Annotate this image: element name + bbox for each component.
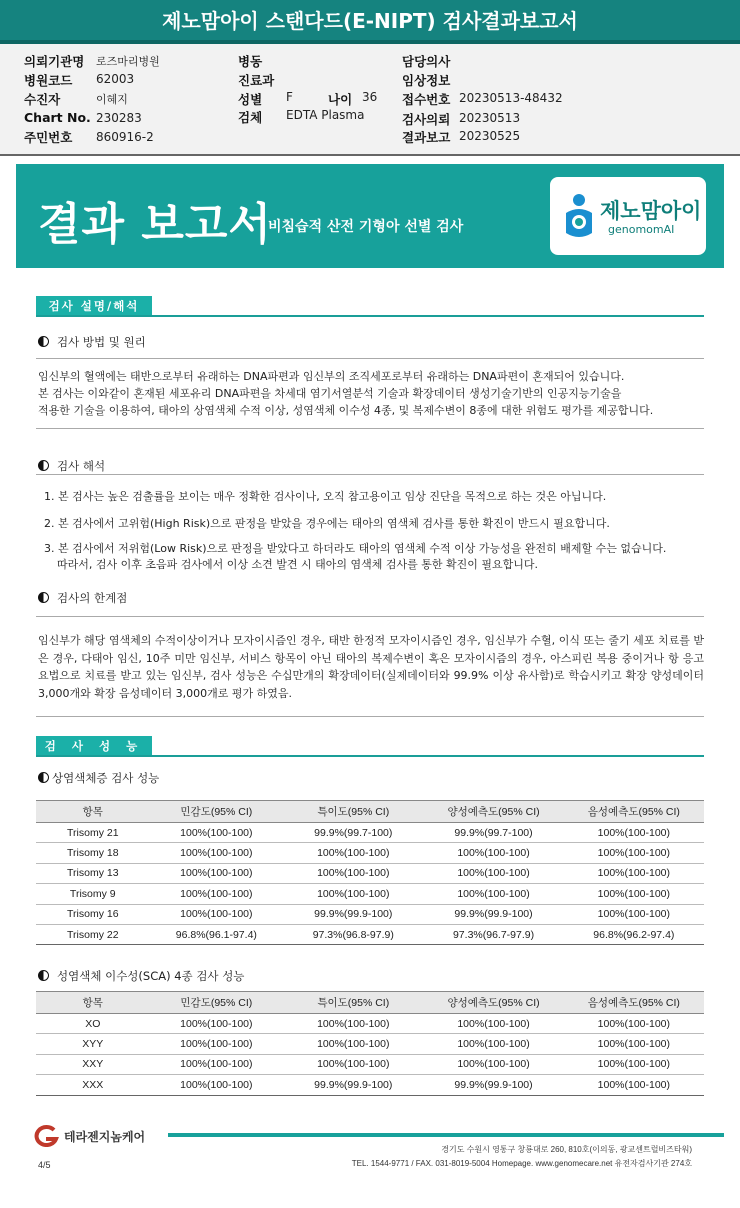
table-cell: Trisomy 16 [36,904,150,924]
report-title: 제노맘아이 스탠다드(E-NIPT) 검사결과보고서 [0,0,740,44]
column-header: 항목 [36,992,150,1014]
interp-heading [38,458,105,474]
table-cell: 100%(100-100) [423,1014,563,1034]
table-cell: 100%(100-100) [564,863,704,883]
table-cell: 99.9%(99.7-100) [423,823,563,843]
table-cell: 100%(100-100) [423,884,563,904]
table-row [36,823,704,843]
table-cell: 100%(100-100) [150,904,284,924]
table-row [36,904,704,924]
table-cell: 96.8%(96.1-97.4) [150,924,284,944]
table-cell: 99.9%(99.9-100) [283,904,423,924]
table-cell: 100%(100-100) [564,1034,704,1054]
table-cell: 99.9%(99.9-100) [283,1075,423,1095]
table-cell: 100%(100-100) [150,1034,284,1054]
half-circle-icon [38,970,49,981]
table-row [36,1014,704,1034]
sca-heading [38,968,244,984]
patient-info-box [0,44,740,156]
table-cell: 100%(100-100) [564,823,704,843]
method-line: 적용한 기술을 이용하여, 태아의 상염색체 수적 이상, 성염색체 이수성 4종, 및 복제수변이 8종에 대한 위험도 평가를 제공합니다. [38,404,654,417]
genomomai-logo [550,177,706,255]
footer-contact: TEL. 1544-9771 / FAX. 031-8019-5004 Homepage. www.genomecare.net 유전자검사기관 274호 [351,1159,692,1168]
table-cell: 100%(100-100) [150,884,284,904]
terragen-g-icon [32,1125,60,1147]
footer-address: 경기도 수원시 영통구 창룡대로 260, 810호(이의동, 광교센트럴비즈타워) [441,1145,692,1154]
table-header-row [36,992,704,1014]
table-cell: 99.9%(99.9-100) [423,1075,563,1095]
interp-item: 따라서, 검사 이후 초음파 검사에서 이상 소견 발견 시 태아의 염색체 검사를 통한 확진이 필요합니다. [57,558,538,571]
table-cell: 99.9%(99.7-100) [283,823,423,843]
section-tag-performance: 검 사 성 능 [36,736,152,756]
interp-item: 3. 본 검사에서 저위험(Low Risk)으로 판정을 받았다고 하더라도 태아의 염색체 수적 이상 가능성을 완전히 배제할 수는 없습니다. [44,542,667,555]
table-cell: 100%(100-100) [564,843,704,863]
table-cell: 100%(100-100) [564,884,704,904]
divider [36,358,704,359]
table-cell: Trisomy 13 [36,863,150,883]
limit-heading-text: 검사의 한계점 [57,591,128,605]
chart-value: 230283 [96,111,142,125]
method-heading [38,334,146,350]
autosomal-performance-table [36,800,704,945]
table-cell: 97.3%(96.7-97.9) [423,924,563,944]
institution-value: 로즈마리병원 [96,55,160,68]
auto-heading [38,770,159,786]
receipt-value: 20230513-48432 [459,91,563,105]
dept-label: 진료과 [238,73,275,88]
table-cell: 100%(100-100) [150,1054,284,1074]
clinical-label: 임상정보 [402,73,451,88]
table-row [36,1075,704,1095]
table-cell: 100%(100-100) [150,1075,284,1095]
table-row [36,924,704,944]
result-banner [16,164,724,268]
footer-line [168,1133,724,1137]
specimen-value: EDTA Plasma [286,108,365,122]
half-circle-icon [38,460,49,471]
half-circle-icon [38,336,49,347]
resident-label: 주민번호 [24,130,73,145]
column-header: 음성예측도(95% CI) [564,801,704,823]
age-label: 나이 [328,92,353,107]
sex-value: F [286,90,293,104]
table-cell: 100%(100-100) [564,904,704,924]
table-cell: XXY [36,1054,150,1074]
receipt-label: 접수번호 [402,92,451,107]
table-cell: 100%(100-100) [283,1014,423,1034]
column-header: 특이도(95% CI) [283,992,423,1014]
sex-label: 성별 [238,92,263,107]
ward-label: 병동 [238,54,263,69]
hospital-code-label: 병원코드 [24,73,73,88]
banner-subtitle: 비침습적 산전 기형아 선별 검사 [268,219,464,235]
table-cell: XYY [36,1034,150,1054]
column-header: 양성예측도(95% CI) [423,992,563,1014]
divider [36,716,704,717]
divider [36,428,704,429]
table-row [36,1054,704,1074]
table-cell: Trisomy 9 [36,884,150,904]
method-line: 임신부의 혈액에는 태반으로부터 유래하는 DNA파편과 임신부의 조직세포로부터 유래하는 DNA파편이 혼재되어 있습니다. [38,370,625,383]
column-header: 항목 [36,801,150,823]
table-cell: 100%(100-100) [150,1014,284,1034]
chart-label: Chart No. [24,110,91,125]
column-header: 특이도(95% CI) [283,801,423,823]
table-cell: Trisomy 18 [36,843,150,863]
examinee-value: 이혜지 [96,93,128,106]
table-cell: 100%(100-100) [423,863,563,883]
report-date-label: 결과보고 [402,130,451,145]
table-header-row [36,801,704,823]
table-cell: 100%(100-100) [423,843,563,863]
logo-text: 제노맘아이 [600,199,702,223]
section-tag-explanation: 검사 설명/해석 [36,296,152,316]
table-cell: 100%(100-100) [150,863,284,883]
table-cell: 100%(100-100) [283,1054,423,1074]
half-circle-icon [38,592,49,603]
section-line [36,315,704,317]
table-cell: 100%(100-100) [423,1054,563,1074]
page-number: 4/5 [38,1160,51,1170]
table-cell: 100%(100-100) [150,843,284,863]
method-heading-text: 검사 방법 및 원리 [57,335,146,349]
examinee-label: 수진자 [24,92,61,107]
interp-item: 1. 본 검사는 높은 검출률을 보이는 매우 정확한 검사이나, 오직 참고용이고 임상 진단을 목적으로 하는 것은 아닙니다. [44,490,607,503]
table-cell: XO [36,1014,150,1034]
column-header: 양성예측도(95% CI) [423,801,563,823]
table-row [36,1034,704,1054]
table-row [36,884,704,904]
sca-heading-text: 성염색체 이수성(SCA) 4종 검사 성능 [57,969,245,983]
table-cell: 99.9%(99.9-100) [423,904,563,924]
method-line: 본 검사는 이와같이 혼재된 세포유리 DNA파편을 차세대 염기서열분석 기술과 확장데이터 생성기술기반의 인공지능기술을 [38,387,622,400]
table-cell: 100%(100-100) [283,884,423,904]
banner-title: 결과 보고서 [38,199,272,250]
hospital-code-value: 62003 [96,72,135,86]
sca-performance-table [36,991,704,1096]
column-header: 민감도(95% CI) [150,992,284,1014]
logo-subtext: genomomAI [608,223,675,236]
table-row [36,843,704,863]
limit-heading [38,590,127,606]
table-cell: Trisomy 22 [36,924,150,944]
table-row [36,863,704,883]
half-circle-icon [38,772,49,783]
table-cell: 97.3%(96.8-97.9) [283,924,423,944]
age-value: 36 [362,90,378,104]
table-cell: 96.8%(96.2-97.4) [564,924,704,944]
institution-label: 의뢰기관명 [24,54,85,69]
table-cell: 100%(100-100) [564,1075,704,1095]
column-header: 민감도(95% CI) [150,801,284,823]
table-cell: 100%(100-100) [564,1014,704,1034]
genomom-mark-icon [560,191,598,241]
doctor-label: 담당의사 [402,54,451,69]
table-cell: 100%(100-100) [283,1034,423,1054]
limit-paragraph: 임신부가 해당 염색체의 수적이상이거나 모자이시즘인 경우, 태반 한정적 모자이시즘인 경우, 임신부가 수혈, 이식 또는 줄기 세포 치료를 받은 경우, 다태아 임신, 10주 미만 임신부, 서비스 항목이 아닌 태아의 복제수변이 혹은 모자이시즘의 경우, 아스피린 복용 중이거나 항 응고 요법으로 치료를 받고 있는 임신부, 검사 성능은 수십만개의 확장데이터(실제데이터와 99.9% 이상 유사함)로 학습시키고 확장 양성데이터 3,000개와 확장 음성데이터 3,000개로 평가 하였음. [38,634,704,700]
company-name: 테라젠지놈케어 [64,1130,146,1144]
report-date-value: 20230525 [459,129,521,143]
table-cell: 100%(100-100) [283,843,423,863]
specimen-label: 검체 [238,110,263,125]
request-value: 20230513 [459,111,521,125]
table-cell: XXX [36,1075,150,1095]
table-cell: 100%(100-100) [564,1054,704,1074]
resident-value: 860916-2 [96,130,154,144]
table-cell: 100%(100-100) [283,863,423,883]
auto-heading-text: 상염색체증 검사 성능 [52,771,160,785]
divider [36,474,704,475]
interp-item: 2. 본 검사에서 고위험(High Risk)으로 판정을 받았을 경우에는 태아의 염색체 검사를 통한 확진이 반드시 필요합니다. [44,517,610,530]
section-line [36,755,704,757]
table-cell: 100%(100-100) [150,823,284,843]
request-label: 검사의뢰 [402,112,451,127]
column-header: 음성예측도(95% CI) [564,992,704,1014]
interp-heading-text: 검사 해석 [57,459,106,473]
table-cell: 100%(100-100) [423,1034,563,1054]
table-cell: Trisomy 21 [36,823,150,843]
divider [36,616,704,617]
method-paragraph [38,368,653,419]
